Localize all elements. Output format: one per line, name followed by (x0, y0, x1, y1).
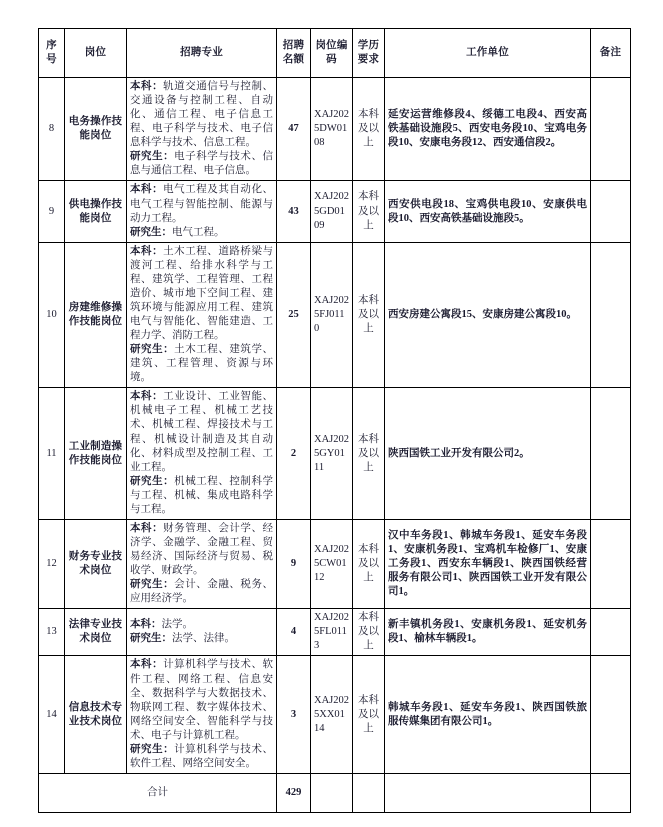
graduate-majors: 电气工程。 (172, 226, 225, 238)
cell-quota: 9 (277, 519, 311, 608)
graduate-majors: 土木工程、建筑学、建筑、工程管理、资源与环境。 (130, 344, 274, 384)
cell-edu: 本科及以上 (353, 519, 385, 608)
graduate-majors: 法学、法律。 (172, 633, 235, 645)
graduate-majors: 机械工程、控制科学与工程、机械、集成电路科学与工程。 (130, 475, 274, 515)
cell-code: XAJ2025DW0108 (311, 78, 353, 181)
bachelor-majors: 财务管理、会计学、经济学、金融学、金融工程、贸易经济、国际经济与贸易、税收学、财政学。 (130, 522, 273, 577)
column-header-note: 备注 (591, 29, 631, 78)
cell-quota: 25 (277, 242, 311, 388)
cell-note (591, 181, 631, 242)
cell-seq: 14 (39, 656, 65, 774)
column-header-unit: 工作单位 (385, 29, 591, 78)
cell-edu: 本科及以上 (353, 78, 385, 181)
graduate-label: 研究生： (130, 151, 175, 163)
cell-code: XAJ2025FJ0110 (311, 242, 353, 388)
cell-code: XAJ2025XX0114 (311, 656, 353, 774)
cell-seq: 12 (39, 519, 65, 608)
cell-post: 信息技术专业技术岗位 (65, 656, 127, 774)
graduate-majors: 电子科学与技术、信息与通信工程、电子信息。 (130, 151, 274, 177)
table-header-row (39, 29, 631, 78)
graduate-label: 研究生： (130, 743, 175, 755)
bachelor-label: 本科： (130, 391, 164, 403)
cell-unit: 西安供电段18、宝鸡供电段10、安康供电段10、西安高铁基础设施段5。 (385, 181, 591, 242)
total-quota: 429 (277, 773, 311, 812)
cell-quota: 43 (277, 181, 311, 242)
cell-note (591, 656, 631, 774)
graduate-majors: 会计、金融、税务、应用经济学。 (130, 579, 274, 605)
table-row (39, 388, 631, 520)
cell-quota: 3 (277, 656, 311, 774)
cell-post: 工业制造操作技能岗位 (65, 388, 127, 520)
cell-quota: 2 (277, 388, 311, 520)
cell-note (591, 519, 631, 608)
bachelor-label: 本科： (130, 245, 164, 257)
column-header-major: 招聘专业 (127, 29, 277, 78)
bachelor-label: 本科： (130, 184, 164, 196)
cell-post: 财务专业技术岗位 (65, 519, 127, 608)
bachelor-label: 本科： (130, 619, 162, 631)
cell-unit: 韩城车务段1、延安车务段1、陕西国铁旅服传媒集团有限公司1。 (385, 656, 591, 774)
cell-edu: 本科及以上 (353, 181, 385, 242)
table-row (39, 181, 631, 242)
cell-post: 法律专业技术岗位 (65, 609, 127, 656)
cell-code: XAJ2025CW0112 (311, 519, 353, 608)
cell-note (591, 388, 631, 520)
cell-note (591, 78, 631, 181)
cell-unit: 延安运营维修段4、绥德工电段4、西安高铁基础设施段5、西安电务段10、宝鸡电务段10、安康电务段12、西安通信段2。 (385, 78, 591, 181)
cell-major (127, 78, 277, 181)
table-row (39, 656, 631, 774)
total-code (311, 773, 353, 812)
cell-note (591, 242, 631, 388)
total-label: 合计 (39, 773, 277, 812)
cell-edu: 本科及以上 (353, 656, 385, 774)
total-note (591, 773, 631, 812)
bachelor-label: 本科： (130, 81, 164, 92)
cell-post: 房建维修操作技能岗位 (65, 242, 127, 388)
table-row (39, 78, 631, 181)
table-row (39, 609, 631, 656)
cell-seq: 8 (39, 78, 65, 181)
cell-unit: 西安房建公寓段15、安康房建公寓段10。 (385, 242, 591, 388)
column-header-quota: 招聘名额 (277, 29, 311, 78)
cell-unit: 汉中车务段1、韩城车务段1、延安车务段1、安康机务段1、宝鸡机车检修厂1、安康工务段1、西安东车辆段1、陕西国铁经营服务有限公司1、陕西国铁工业开发有限公司1。 (385, 519, 591, 608)
cell-major (127, 656, 277, 774)
graduate-label: 研究生： (130, 226, 172, 238)
cell-unit: 陕西国铁工业开发有限公司2。 (385, 388, 591, 520)
column-header-code: 岗位编码 (311, 29, 353, 78)
column-header-seq: 序号 (39, 29, 65, 78)
total-edu (353, 773, 385, 812)
bachelor-majors: 工业设计、工业智能、机械电子工程、机械工艺技术、机械工程、焊接技术与工程、机械设计制造及其自动化、材料成型及控制工程、工业工程。 (130, 391, 273, 473)
cell-post: 供电操作技能岗位 (65, 181, 127, 242)
cell-seq: 13 (39, 609, 65, 656)
cell-quota: 47 (277, 78, 311, 181)
cell-edu: 本科及以上 (353, 388, 385, 520)
cell-note (591, 609, 631, 656)
bachelor-majors: 土木工程、道路桥梁与渡河工程、给排水科学与工程、建筑学、工程管理、工程造价、城市地下空间工程、建筑环境与能源应用工程、建筑电气与智能化、智能建造、工程力学、消防工程。 (130, 245, 273, 342)
cell-code: XAJ2025GD0109 (311, 181, 353, 242)
cell-seq: 10 (39, 242, 65, 388)
column-header-post: 岗位 (65, 29, 127, 78)
cell-edu: 本科及以上 (353, 242, 385, 388)
recruitment-table (38, 28, 631, 813)
cell-quota: 4 (277, 609, 311, 656)
cell-major (127, 388, 277, 520)
bachelor-majors: 轨道交通信号与控制、交通设备与控制工程、自动化、通信工程、电子信息工程、电子科学与技术、电子信息科学与技术、信息工程。 (130, 81, 273, 149)
cell-major (127, 519, 277, 608)
graduate-label: 研究生： (130, 633, 172, 645)
cell-unit: 新丰镇机务段1、安康机务段1、延安机务段1、榆林车辆段1。 (385, 609, 591, 656)
cell-major (127, 181, 277, 242)
cell-seq: 9 (39, 181, 65, 242)
graduate-majors: 计算机科学与技术、软件工程、网络空间安全。 (130, 743, 274, 769)
table-total-row (39, 773, 631, 812)
total-unit (385, 773, 591, 812)
graduate-label: 研究生： (130, 344, 175, 356)
bachelor-majors: 计算机科学与技术、软件工程、网络工程、信息安全、数据科学与大数据技术、物联网工程、数字媒体技术、网络空间安全、智能科学与技术、电子与计算机工程。 (130, 659, 273, 741)
bachelor-majors: 电气工程及其自动化、电气工程与智能控制、能源与动力工程。 (130, 184, 273, 224)
cell-post: 电务操作技能岗位 (65, 78, 127, 181)
cell-edu: 本科及以上 (353, 609, 385, 656)
table-header (39, 29, 631, 78)
cell-code: XAJ2025GY0111 (311, 388, 353, 520)
cell-major (127, 609, 277, 656)
column-header-edu: 学历要求 (353, 29, 385, 78)
table-body (39, 78, 631, 813)
cell-code: XAJ2025FL0113 (311, 609, 353, 656)
table-row (39, 519, 631, 608)
bachelor-majors: 法学。 (161, 619, 193, 631)
graduate-label: 研究生： (130, 579, 175, 591)
bachelor-label: 本科： (130, 522, 164, 534)
cell-seq: 11 (39, 388, 65, 520)
table-row (39, 242, 631, 388)
bachelor-label: 本科： (130, 659, 164, 671)
cell-major (127, 242, 277, 388)
graduate-label: 研究生： (130, 475, 175, 487)
